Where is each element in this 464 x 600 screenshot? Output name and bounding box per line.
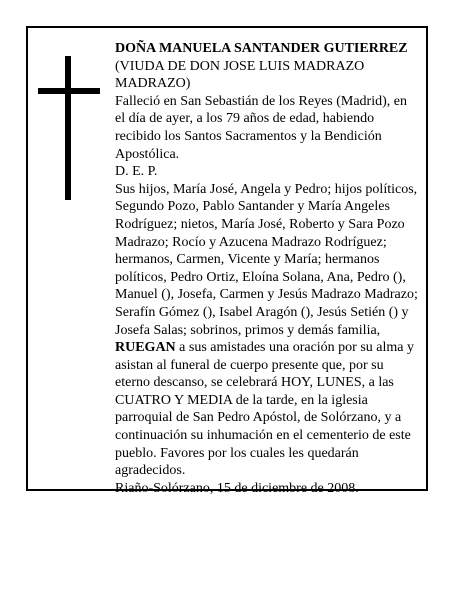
rest-in-peace: D. E. P. (115, 164, 158, 180)
funeral-request (115, 339, 420, 480)
obituary-frame (26, 26, 428, 496)
widow-of-line: (VIUDA DE DON JOSE LUIS MADRAZO MADRAZO) (115, 58, 365, 92)
request-word: RUEGAN (115, 340, 176, 356)
request-text: a sus amistades una oración por su alma y asistan al funeral de cuerpo presente que, por su eterno descanso, se celebrará HOY, LUNES, a las CUATRO Y MEDIA de la tarde, en la iglesia parroquial de San Pedro Apóstol, de Solórzano, y a continuación su inhumación en el cementerio de este pueblo. Favores por los cuales les quedarán agradecidos. (115, 340, 414, 479)
family-list: Sus hijos, María José, Angela y Pedro; hijos políticos, Segundo Pozo, Pablo Santander y María Angeles Rodríguez; nietos, María José, Roberto y Sara Pozo Madrazo; Rocío y Azucena Madrazo Rodríguez; hermanos, Carmen, Vicente y María; hermanos políticos, Pedro Ortiz, Eloína Solana, Ana, Pedro (), Manuel (), Josefa, Carmen y Jesús Madrazo Madrazo; Serafín Gómez (), Isabel Aragón (), Jesús Setién () y Josefa Salas; sobrinos, primos y demás familia, (115, 181, 418, 338)
place-and-date: Riaño-Solórzano, 15 de diciembre de 2008. (115, 480, 359, 496)
deceased-name: DOÑA MANUELA SANTANDER GUTIERREZ (115, 41, 408, 56)
obituary-text (115, 40, 420, 497)
death-announcement: Falleció en San Sebastián de los Reyes (Madrid), en el día de ayer, a los 79 años de edad, habiendo recibido los Santos Sacramentos y la Bendición Apostólica. (115, 93, 407, 162)
cross-vertical-bar (65, 56, 71, 200)
latin-cross-icon (38, 56, 100, 200)
cross-horizontal-bar (38, 88, 100, 94)
